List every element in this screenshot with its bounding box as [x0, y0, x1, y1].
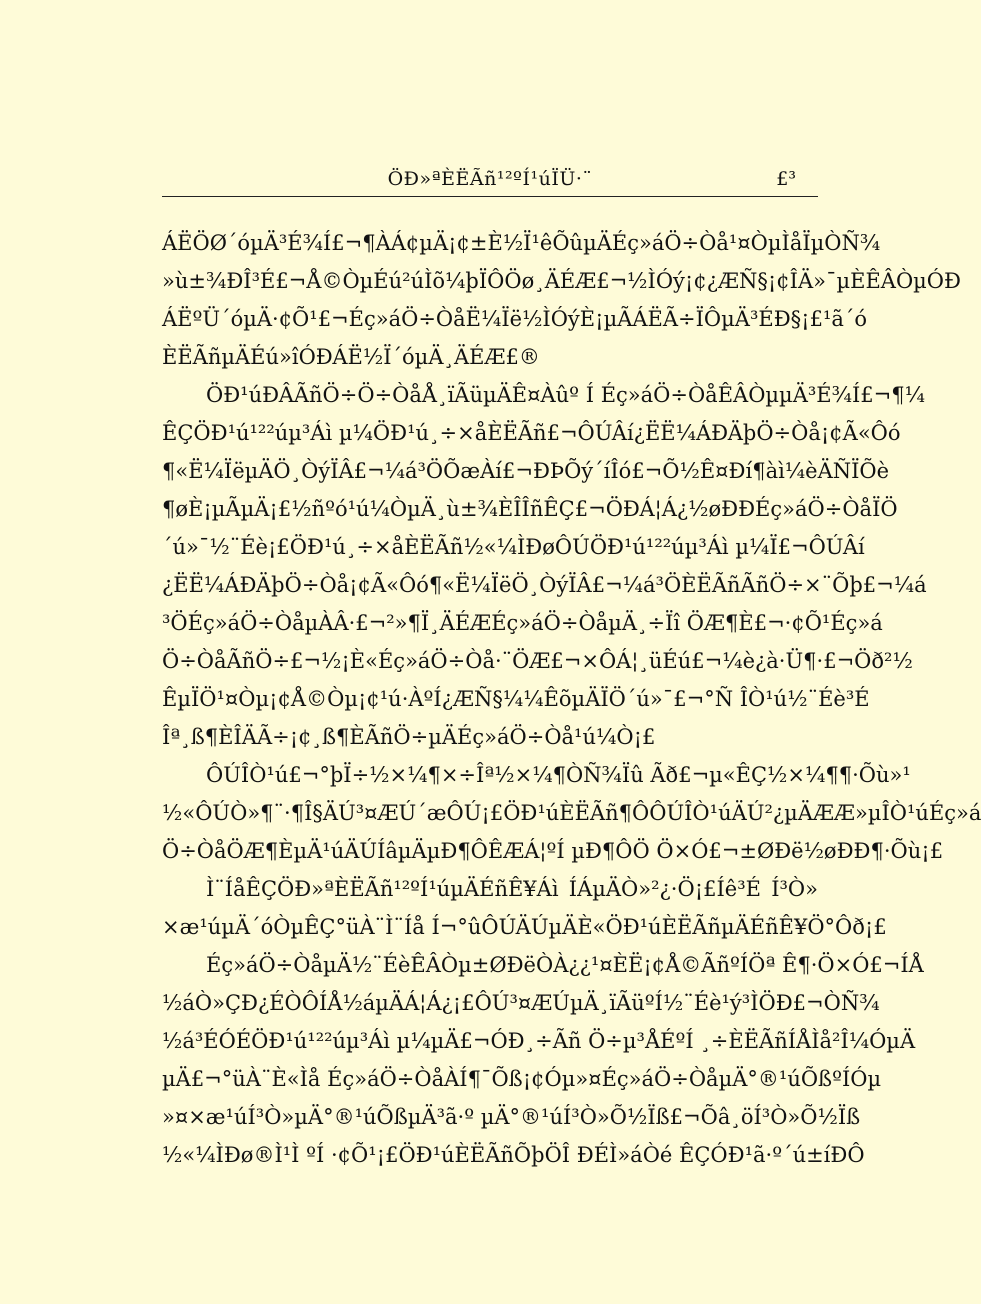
text-line: ÖÐ¹úÐÂÃñÖ÷Ö÷ÒåÅ¸ïÃüµÄÊ¤Àûº Í Éç»áÖ÷ÒåÊÂÒµµÄ³É¾Í£¬¶¼: [206, 383, 925, 407]
text-line: µÄ£¬°üÀ¨È«Ìå Éç»áÖ÷ÒåÀÍ¶¯Õß¡¢Óµ»¤Éç»áÖ÷ÒåµÄ°®¹úÕßºÍÓµ: [162, 1067, 882, 1091]
text-line: Éç»áÖ÷ÒåµÄ½¨ÉèÊÂÒµ±ØÐëÒÀ¿¿¹¤ÈË¡¢Å©ÃñºÍÖª Ê¶·Ö×Ó£¬ÍÅ: [206, 953, 924, 977]
text-line: ½á³ÉÓÉÖÐ¹ú¹²²úµ³Áì µ¼µÄ£¬ÓÐ¸÷Ãñ Ö÷µ³ÅÉºÍ ¸÷ÈËÃñÍÅÌå²Î¼ÓµÄ: [162, 1029, 916, 1053]
text-line: ÊµÏÖ¹¤Òµ¡¢Å©Òµ¡¢¹ú·ÀºÍ¿ÆÑ§¼¼ÊõµÄÏÖ´ú»¯£¬°Ñ ÎÒ¹ú½¨Éè³É: [162, 687, 870, 711]
text-line: ÊÇÖÐ¹ú¹²²úµ³Áì µ¼ÖÐ¹ú¸÷×åÈËÃñ£¬ÔÚÂí¿ËË¼ÁÐÄþÖ÷Òå¡¢Ã«Ôó: [162, 421, 901, 445]
running-title: ÖÐ»ªÈËÃñ¹²ºÍ¹úÏÜ·¨: [387, 168, 593, 190]
text-line: ÁËÖØ´óµÄ³É¾Í£¬¶ÀÁ¢µÄ¡¢±È½Ï¹êÕûµÄÉç»áÖ÷Òå¹¤ÒµÌåÏµÒÑ¾: [162, 231, 881, 255]
text-line: ÈËÃñµÄÉú»îÓÐÁË½Ï´óµÄ¸ÄÉÆ£®: [162, 345, 540, 369]
body-text: [162, 224, 981, 1174]
text-line: ½áÒ»ÇÐ¿ÉÒÔÍÅ½áµÄÁ¦Á¿¡£ÔÚ³¤ÆÚµÄ¸ïÃüºÍ½¨Éè¹ý³ÌÖÐ£¬ÒÑ¾: [162, 991, 880, 1015]
text-line: ¿ËË¼ÁÐÄþÖ÷Òå¡¢Ã«Ôó¶«Ë¼ÏëÖ¸ÒýÏÂ£¬¼á³ÖÈËÃñÃñÖ÷×¨Õþ£¬¼á: [162, 573, 927, 597]
text-line: ÔÚÎÒ¹ú£¬°þÏ÷½×¼¶×÷Îª½×¼¶ÒÑ¾Ïû Ãð£¬µ«ÊÇ½×¼¶¶·Õù»¹: [206, 763, 911, 787]
text-line: ÁËºÜ´óµÄ·¢Õ¹£¬Éç»áÖ÷ÒåË¼Ïë½ÌÓýÈ¡µÃÁËÃ÷ÏÔµÄ³ÉÐ§¡£¹ã´ó: [162, 307, 868, 331]
text-line: ×æ¹úµÄ´óÒµÊÇ°üÀ¨Ì¨Íå Í¬°ûÔÚÄÚµÄÈ«ÖÐ¹úÈËÃñµÄÉñÊ¥Ö°Ôð¡£: [162, 915, 887, 939]
text-line: ´ú»¯½¨Éè¡£ÖÐ¹ú¸÷×åÈËÃñ½«¼ÌÐøÔÚÖÐ¹ú¹²²úµ³Áì µ¼Ï£¬ÔÚÂí: [162, 535, 865, 559]
text-line: »¤×æ¹úÍ³Ò»µÄ°®¹úÕßµÄ³ã·º µÄ°®¹úÍ³Ò»Õ½Ïß£¬Õâ¸öÍ³Ò»Õ½Ïß: [162, 1105, 861, 1129]
text-line: ¶øÈ¡µÃµÄ¡£½ñºó¹ú¼ÒµÄ¸ù±¾ÈÎÎñÊÇ£¬ÖÐÁ¦Á¿½øÐÐÉç»áÖ÷ÒåÏÖ: [162, 497, 898, 521]
text-line: ½«¼ÌÐø®Ì¹Ì ºÍ ·¢Õ¹¡£ÖÐ¹úÈËÃñÕþÖÎ ÐÉÌ»áÒé ÊÇÓÐ¹ã·º´ú±íÐÔ: [162, 1143, 865, 1167]
text-line: Ö÷ÒåÃñÖ÷£¬½¡È«Éç»áÖ÷Òå·¨ÖÆ£¬×ÔÁ¦¸üÉú£¬¼è¿à·Ü¶·£¬Öð²½: [162, 649, 913, 673]
page-number: £³: [776, 168, 796, 190]
text-line: Ì¨ÍåÊÇÖÐ»ªÈËÃñ¹²ºÍ¹úµÄÉñÊ¥Áì ÍÁµÄÒ»²¿·Ö¡£Íê³É Í³Ò»: [206, 877, 818, 901]
text-line: Ö÷ÒåÖÆ¶ÈµÄ¹úÄÚÍâµÄµÐ¶ÔÊÆÁ¦ºÍ µÐ¶ÔÖ Ö×Ó£¬±ØÐë½øÐÐ¶·Õù¡£: [162, 839, 944, 863]
text-line: Îª¸ß¶ÈÎÄÃ÷¡¢¸ß¶ÈÃñÖ÷µÄÉç»áÖ÷Òå¹ú¼Ò¡£: [162, 725, 656, 749]
text-line: ½«ÔÚÒ»¶¨·¶Î§ÄÚ³¤ÆÚ´æÔÚ¡£ÖÐ¹úÈËÃñ¶ÔÔÚÎÒ¹úÄÚ²¿µÄÆÆ»µÎÒ¹úÉç»á: [162, 801, 981, 825]
text-line: ¶«Ë¼ÏëµÄÖ¸ÒýÏÂ£¬¼á³ÖÕæÀí£¬ÐÞÕý´íÎó£¬Õ½Ê¤Ðí¶àì¼èÄÑÏÕè: [162, 459, 890, 483]
header-rule: [162, 196, 818, 197]
page-header: [162, 166, 818, 194]
text-line: »ù±¾ÐÎ³É£¬Å©ÒµÉú²úÌõ¼þÏÔÖø¸ÄÉÆ£¬½ÌÓý¡¢¿ÆÑ§¡¢ÎÄ»¯µÈÊÂÒµÓÐ: [162, 269, 961, 293]
text-line: ³ÖÉç»áÖ÷ÒåµÀÂ·£¬²»¶Ï¸ÄÉÆÉç»áÖ÷ÒåµÄ¸÷Ïî ÖÆ¶È£¬·¢Õ¹Éç»á: [162, 611, 883, 635]
